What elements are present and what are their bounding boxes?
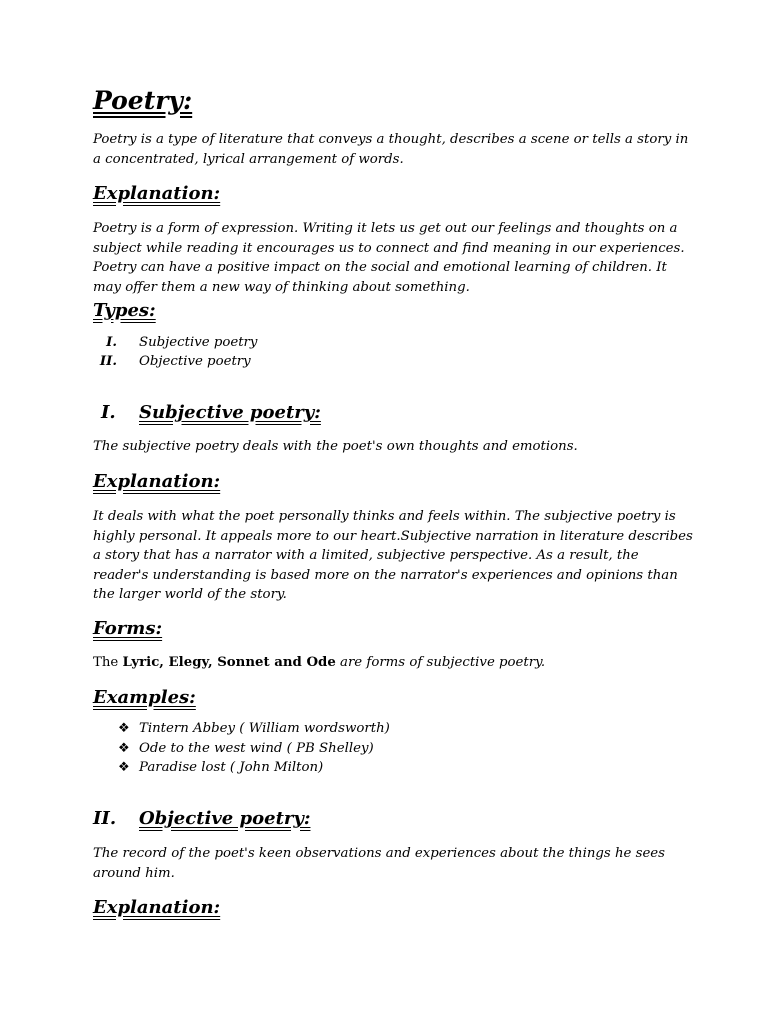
- subjective-explanation-paragraph: It deals with what the poet personally thinks and feels within. The subjective poetry is highly personal. It appeals more to our heart.Subjective narration in literature describes a story that has a narrator with a limited, subjective perspective. As a result, the reader's understanding is based more on the narrator's experiences and opinions than the larger world of the story.: [93, 509, 693, 602]
- page-title: Poetry:: [93, 86, 193, 115]
- subjective-section-heading: [101, 402, 661, 426]
- list-item: [93, 354, 693, 373]
- forms-paragraph: [93, 653, 693, 673]
- diamond-bullet-icon: ❖: [118, 760, 130, 775]
- section-title: Objective poetry:: [139, 808, 311, 829]
- types-list: [93, 335, 693, 373]
- diamond-bullet-icon: ❖: [118, 721, 130, 736]
- section-title: Subjective poetry:: [139, 402, 321, 423]
- list-number: I.: [106, 335, 117, 350]
- forms-list: Lyric, Elegy, Sonnet and Ode: [122, 655, 336, 670]
- forms-suffix: are forms of subjective poetry.: [335, 655, 546, 670]
- list-number: II.: [99, 354, 117, 369]
- list-item: [93, 335, 693, 354]
- forms-heading: Forms:: [93, 618, 163, 639]
- diamond-bullet-icon: ❖: [118, 740, 130, 756]
- intro-paragraph: Poetry is a type of literature that conveys a thought, describes a scene or tells a story in a concentrated, lyrical arrangement of words.: [93, 132, 689, 167]
- example-label: Ode to the west wind ( PB Shelley): [139, 740, 374, 756]
- examples-list: [93, 721, 693, 780]
- types-heading: Types:: [93, 300, 156, 321]
- list-item-label: Objective poetry: [139, 354, 251, 369]
- list-item-label: Subjective poetry: [139, 335, 258, 350]
- explanation-heading: Explanation:: [93, 183, 221, 204]
- explanation-paragraph: Poetry is a form of expression. Writing it lets us get out our feelings and thoughts on a subject while reading it encourages us to connect and find meaning in our experiences. Poetry can have a positive impact on the social and emotional learning of children. It may offer them a new way of thinking about something.: [93, 221, 685, 295]
- subjective-explanation-heading: Explanation:: [93, 471, 221, 492]
- objective-paragraph: The record of the poet's keen observations and experiences about the things he sees around him.: [93, 846, 665, 881]
- examples-heading: Examples:: [93, 687, 196, 708]
- subjective-paragraph: The subjective poetry deals with the poet's own thoughts and emotions.: [93, 439, 578, 454]
- objective-explanation-heading: Explanation:: [93, 897, 221, 918]
- section-number: II.: [93, 808, 117, 829]
- section-number: I.: [101, 402, 116, 423]
- example-label: Paradise lost ( John Milton): [139, 760, 324, 775]
- list-item: [93, 760, 693, 780]
- objective-section-heading: [93, 808, 653, 832]
- list-item: [93, 741, 693, 761]
- list-item: [93, 721, 693, 741]
- forms-prefix: The: [93, 655, 123, 670]
- example-label: Tintern Abbey ( William wordsworth): [139, 721, 390, 736]
